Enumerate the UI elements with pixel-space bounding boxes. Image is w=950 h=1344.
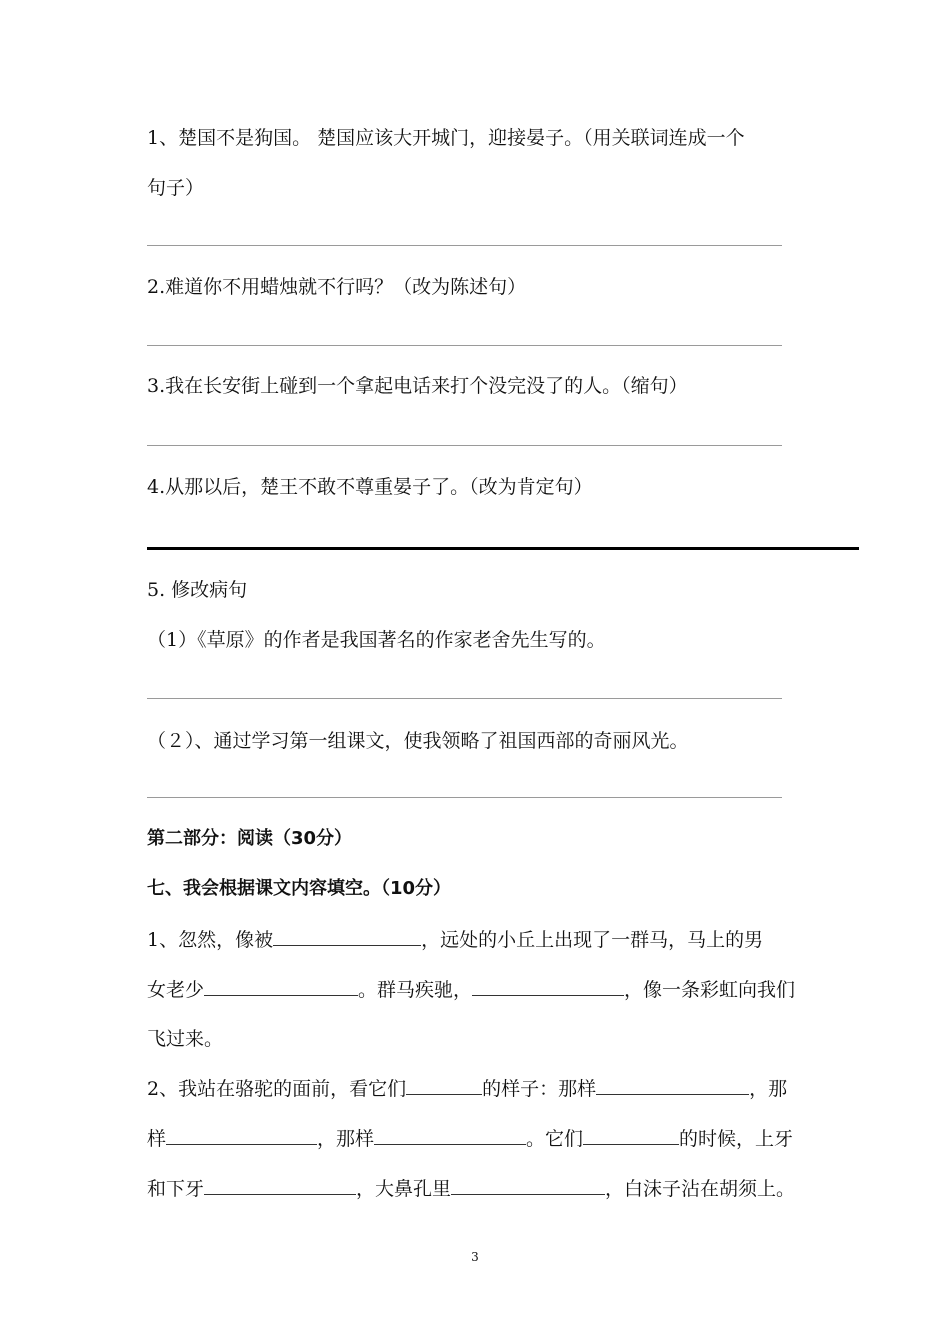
fill2-blank-2[interactable]: [596, 1076, 749, 1095]
q5-item-1-answer-line[interactable]: [147, 698, 782, 699]
fill1-l1-a: 1、忽然，像被: [147, 929, 274, 951]
fill2-l2-d: 的时候，上牙: [679, 1128, 794, 1150]
section7-title: 七、我会根据课文内容填空。（10分）: [147, 878, 452, 899]
q4-text: 4.从那以后，楚王不敢不尊重晏子了。（改为肯定句）: [147, 476, 593, 498]
fill1-line-1: [147, 927, 763, 952]
fill2-blank-1[interactable]: [406, 1076, 482, 1095]
fill2-l2-a: 样: [147, 1128, 167, 1150]
fill2-blank-3[interactable]: [166, 1126, 317, 1145]
q4-answer-line[interactable]: [147, 547, 859, 550]
q4-line: [147, 475, 593, 499]
q5-title: [147, 578, 247, 602]
q3-answer-line[interactable]: [147, 445, 782, 446]
q3-line: [147, 374, 688, 398]
q2-line: [147, 275, 526, 299]
fill2-line-2: [147, 1126, 793, 1151]
q2-text: 2.难道你不用蜡烛就不行吗？（改为陈述句）: [147, 276, 527, 298]
part2-title: 第二部分：阅读（30分）: [147, 828, 353, 849]
fill2-l3-a: 和下牙: [147, 1178, 205, 1200]
fill1-blank-2[interactable]: [204, 977, 358, 996]
section7-heading: [147, 877, 451, 901]
fill2-l1-a: 2、我站在骆驼的面前，看它们: [147, 1078, 407, 1100]
fill1-l1-b: ，远处的小丘上出现了一群马，马上的男: [421, 929, 764, 951]
q5-item-1-text: （1）《草原》的作者是我国著名的作家老舍先生写的。: [147, 629, 606, 651]
q1-answer-line[interactable]: [147, 245, 782, 246]
fill2-blank-6[interactable]: [204, 1176, 356, 1195]
q5-item-2-text: （２）、通过学习第一组课文，使我领略了祖国西部的奇丽风光。: [147, 730, 689, 752]
fill2-l2-c: 。它们: [526, 1128, 584, 1150]
fill1-l2-b: 。群马疾驰，: [358, 979, 473, 1001]
q5-item-2: [147, 729, 689, 753]
fill2-blank-7[interactable]: [451, 1176, 605, 1195]
q1-text-a: 1、楚国不是狗国。 楚国应该大开城门，迎接晏子。（用关联词连成一个: [147, 127, 745, 149]
q5-title-text: 5. 修改病句: [147, 579, 248, 601]
q3-text: 3.我在长安街上碰到一个拿起电话来打个没完没了的人。（缩句）: [147, 375, 688, 397]
page-number: 3: [471, 1250, 479, 1264]
fill1-l2-c: ，像一条彩虹向我们: [624, 979, 796, 1001]
fill1-line-3: [147, 1027, 223, 1051]
q2-answer-line[interactable]: [147, 345, 782, 346]
part2-heading: [147, 827, 352, 851]
fill2-l3-c: ，白沫子沾在胡须上。: [605, 1178, 796, 1200]
q5-item-2-answer-line[interactable]: [147, 797, 782, 798]
q1-line-2: [147, 176, 204, 200]
fill2-l3-b: ，大鼻孔里: [356, 1178, 452, 1200]
q5-item-1: [147, 628, 606, 652]
fill1-blank-3[interactable]: [472, 977, 624, 996]
fill2-l2-b: ，那样: [317, 1128, 375, 1150]
q1-line-1: [147, 126, 745, 150]
fill2-blank-4[interactable]: [374, 1126, 526, 1145]
fill2-blank-5[interactable]: [583, 1126, 679, 1145]
fill2-line-1: [147, 1076, 787, 1101]
fill1-blank-1[interactable]: [273, 927, 421, 946]
fill2-l1-b: 的样子：那样: [482, 1078, 597, 1100]
fill2-l1-c: ，那: [749, 1078, 788, 1100]
fill1-line-2: [147, 977, 795, 1002]
fill1-l2-a: 女老少: [147, 979, 205, 1001]
fill2-line-3: [147, 1176, 795, 1201]
fill1-l3: 飞过来。: [147, 1028, 224, 1050]
q1-text-b: 句子）: [147, 177, 205, 199]
